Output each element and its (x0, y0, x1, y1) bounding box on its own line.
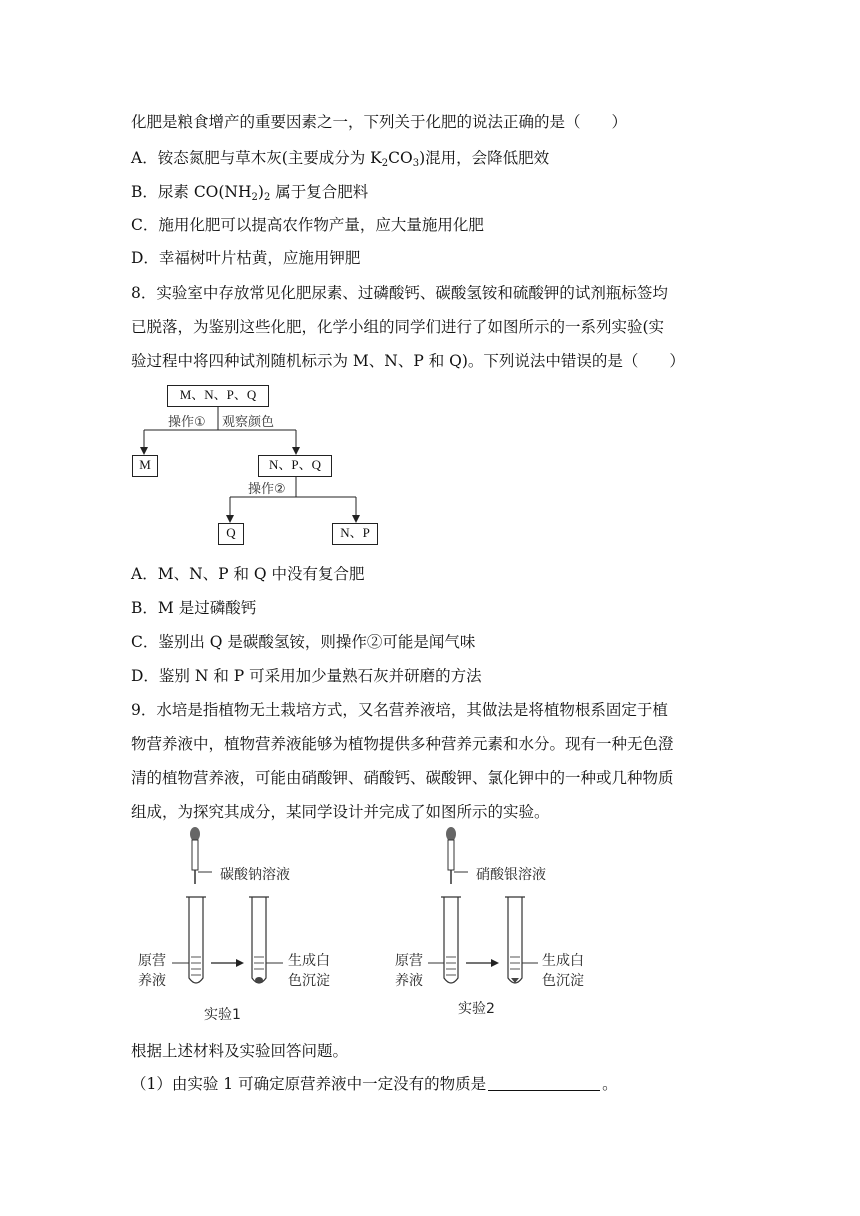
q8-line-2: 已脱落，为鉴别这些化肥，化学小组的同学们进行了如图所示的一系列实验(实 (131, 318, 665, 336)
exp1-orig-line1: 原营 (138, 953, 166, 969)
exp2-result-line1: 生成白 (542, 953, 584, 969)
q8-option-a: A．M、N、P 和 Q 中没有复合肥 (131, 565, 365, 583)
q7-option-b: B．尿素 $CO(NH_2)_2$ 属于复合肥料 (131, 183, 369, 203)
exp1-result-line2: 色沉淀 (288, 973, 330, 989)
flow-observe-label: 观察颜色 (222, 415, 275, 430)
q8-line-1: 8．实验室中存放常见化肥尿素、过磷酸钙、碳酸氢铵和硫酸钾的试剂瓶标签均 (131, 284, 668, 302)
exp2-caption: 实验2 (458, 1001, 495, 1017)
exp1-precipitate-icon (255, 977, 263, 983)
exp1-reagent-label: 碳酸钠溶液 (220, 867, 290, 883)
exp2-tube-left (441, 897, 461, 983)
q9-line-1: 9．水培是指植物无土栽培方式，又名营养液培，其做法是将植物根系固定于植 (131, 701, 668, 719)
exp2-result-line2: 色沉淀 (542, 973, 584, 989)
flow-box-np: N、P (332, 523, 378, 545)
q8-option-c: C．鉴别出 Q 是碳酸氢铵，则操作②可能是闻气味 (131, 633, 476, 651)
q8-line-3: 验过程中将四种试剂随机标示为 M、N、P 和 Q)。下列说法中错误的是（ ） (131, 352, 685, 370)
q8-option-d: D．鉴别 N 和 P 可采用加少量熟石灰并研磨的方法 (131, 667, 482, 685)
exp1-tube-right (249, 897, 269, 983)
flow-op1-label: 操作① (168, 415, 206, 430)
flow-op2-label: 操作② (248, 482, 286, 497)
q7-option-d: D．幸福树叶片枯黄，应施用钾肥 (131, 249, 361, 267)
exp1-tube-left (186, 897, 206, 983)
q9-line-3: 清的植物营养液，可能由硝酸钾、硝酸钙、碳酸钾、氯化钾中的一种或几种物质 (131, 769, 674, 787)
exp1-caption: 实验1 (204, 1007, 241, 1023)
q7-stem: 化肥是粮食增产的重要因素之一，下列关于化肥的说法正确的是（ ） (131, 113, 628, 131)
exp1-dropper-icon (190, 827, 212, 884)
flow-box-npq: N、P、Q (258, 455, 332, 477)
q9-after-text: 根据上述材料及实验回答问题。 (131, 1042, 349, 1060)
q7-option-c: C．施用化肥可以提高农作物产量，应大量施用化肥 (131, 216, 484, 234)
exp1-result-line1: 生成白 (288, 953, 330, 969)
q9-line-4: 组成，为探究其成分，某同学设计并完成了如图所示的实验。 (131, 803, 550, 821)
q7-option-a: A．铵态氮肥与草木灰(主要成分为 $K_2CO_3$)混用，会降低肥效 (131, 149, 550, 169)
exp2-dropper-icon (446, 827, 468, 884)
exp2-orig-line2: 养液 (395, 973, 423, 989)
exp2-tube-right (505, 897, 525, 983)
q8-option-b: B．M 是过磷酸钙 (131, 599, 257, 617)
exp1-orig-line2: 养液 (138, 973, 166, 989)
q9-sub-question-1: （1）由实验 1 可确定原营养液中一定没有的物质是 。 (131, 1075, 618, 1093)
q9-line-2: 物营养液中，植物营养液能够为植物提供多种营养元素和水分。现有一种无色澄 (131, 735, 674, 753)
flow-box-q: Q (218, 523, 244, 545)
flow-box-m: M (132, 455, 158, 477)
exp2-orig-line1: 原营 (395, 953, 423, 969)
flow-box-all: M、N、P、Q (167, 385, 269, 407)
exp2-reagent-label: 硝酸银溶液 (476, 867, 546, 883)
answer-blank[interactable] (488, 1074, 600, 1091)
